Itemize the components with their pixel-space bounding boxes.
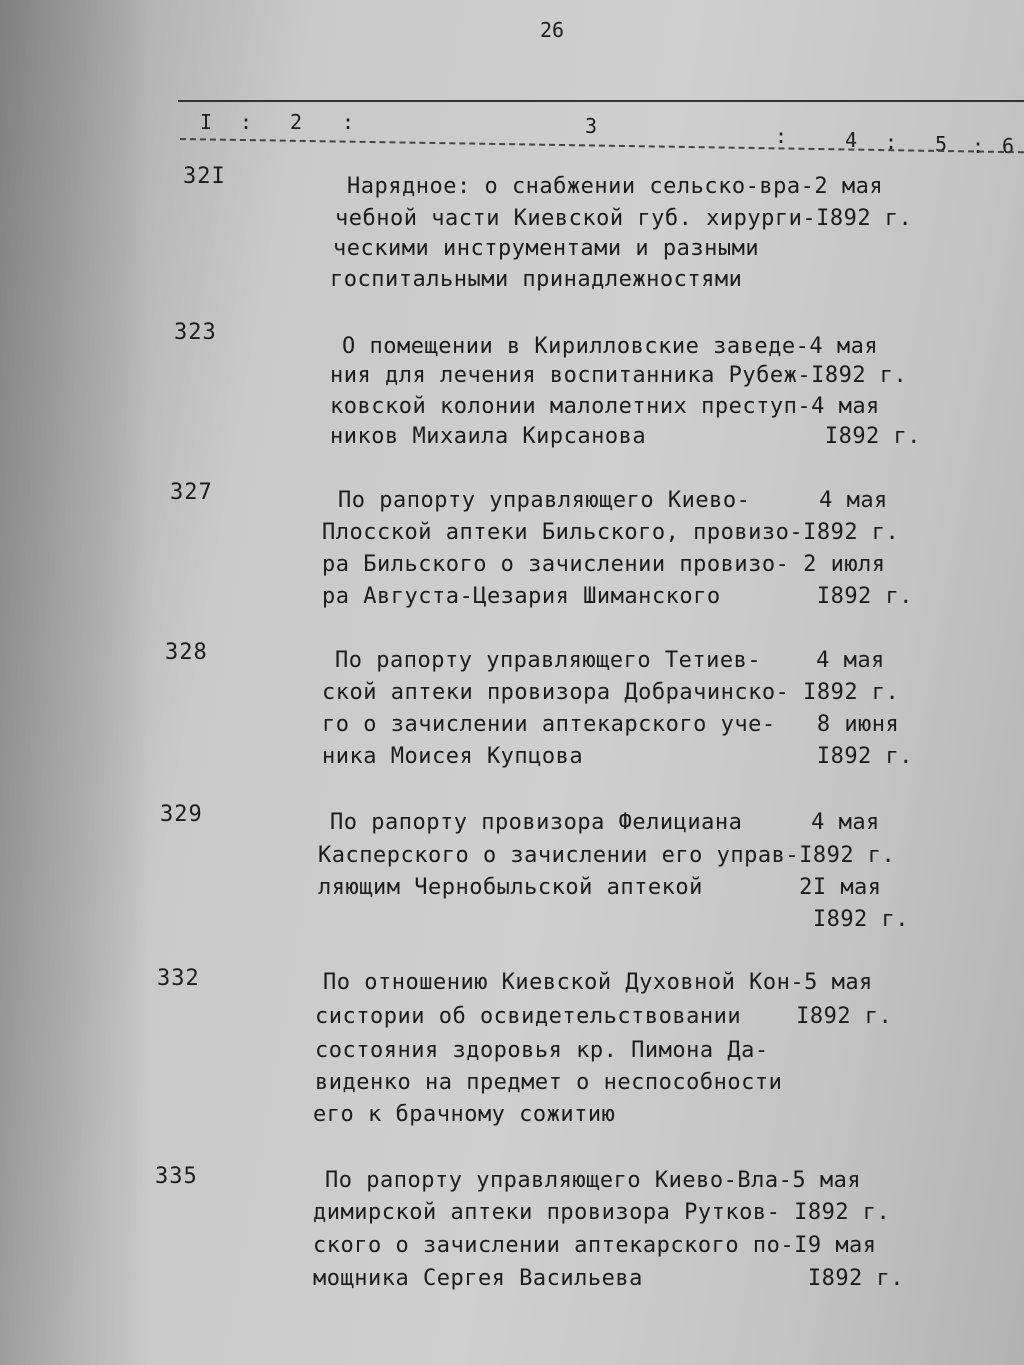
entry-text-line: ского о зачислении аптекарского по-I9 мая — [313, 1233, 877, 1258]
entry-number: 32I — [183, 164, 226, 189]
header-col-2: 2 — [290, 110, 305, 134]
entry-text-line: мощника Сергея Васильева I892 г. — [313, 1266, 905, 1291]
entry-text-line: ческими инструментами и разными — [333, 236, 760, 261]
entry-number: 327 — [170, 480, 213, 505]
header-sep-2: : — [342, 110, 357, 134]
entry-text-line: госпитальными принадлежностями — [330, 267, 743, 292]
header-sep-3: : — [775, 124, 790, 148]
entry-text-line: ляющим Чернобыльской аптекой 2I мая — [318, 875, 882, 900]
header-col-1: I — [200, 110, 215, 134]
entry-text-line: По рапорту управляющего Киево- 4 мая — [338, 488, 888, 513]
header-sep-5: : — [972, 134, 987, 158]
entry-number: 328 — [165, 640, 208, 665]
entry-text-line: ников Михаила Кирсанова I892 г. — [330, 424, 922, 449]
entry-text-line: О помещении в Кирилловские заведе-4 мая — [342, 334, 879, 359]
header-sep-4: : — [885, 130, 900, 154]
entry-text-line: Нарядное: о снабжении сельско-вра-2 мая — [347, 174, 884, 199]
entry-text-line: ра Августа-Цезария Шиманского I892 г. — [322, 584, 914, 609]
entry-text-line: чебной части Киевской губ. хирурги-I892 г. — [335, 206, 913, 231]
entry-text-line: ковской колонии малолетних преступ-4 мая — [330, 394, 880, 419]
entry-number: 332 — [157, 966, 200, 991]
header-col-3: 3 — [585, 114, 600, 138]
header-top-rule — [178, 100, 1024, 102]
entry-text-line: его к брачному сожитию — [313, 1102, 616, 1127]
entry-text-line: систории об освидетельствовании I892 г. — [315, 1004, 893, 1029]
facing-page-shadow — [0, 0, 150, 1365]
entry-number: 335 — [155, 1164, 198, 1189]
entry-text-line: По рапорту управляющего Киево-Вла-5 мая — [325, 1168, 862, 1193]
entry-text-line: виденко на предмет о неспособности — [315, 1070, 783, 1095]
entry-text-line: Плосской аптеки Бильского, провизо-I892 г. — [322, 520, 900, 545]
header-col-5: 5 — [935, 132, 950, 156]
entry-text-line: го о зачислении аптекарского уче- 8 июня — [322, 712, 900, 737]
entry-text-line: ра Бильского о зачислении провизо- 2 июля — [322, 552, 886, 577]
entry-text-line: димирской аптеки провизора Рутков- I892 г. — [313, 1200, 891, 1225]
entry-number: 323 — [174, 320, 217, 345]
entry-text-line: По рапорту провизора Фелициана 4 мая — [330, 810, 880, 835]
header-col-4: 4 — [845, 128, 860, 152]
entry-text-line: По рапорту управляющего Тетиев- 4 мая — [335, 648, 885, 673]
entry-text-line: По отношению Киевской Духовной Кон-5 мая — [323, 970, 873, 995]
header-sep-1: : — [240, 110, 255, 134]
page-number: 26 — [540, 18, 565, 42]
entry-text-line: Касперского о зачислении его управ-I892 г. — [318, 843, 896, 868]
entry-text-line: состояния здоровья кр. Пимона Да- — [315, 1038, 769, 1063]
entry-text-line: I892 г. — [318, 907, 910, 932]
header-col-6: 6 — [1002, 134, 1017, 158]
entry-text-line: ния для лечения воспитанника Рубеж-I892 г. — [330, 363, 908, 388]
entry-text-line: ника Моисея Купцова I892 г. — [322, 744, 914, 769]
entry-number: 329 — [160, 802, 203, 827]
entry-text-line: ской аптеки провизора Добрачинско- I892 г. — [322, 680, 900, 705]
